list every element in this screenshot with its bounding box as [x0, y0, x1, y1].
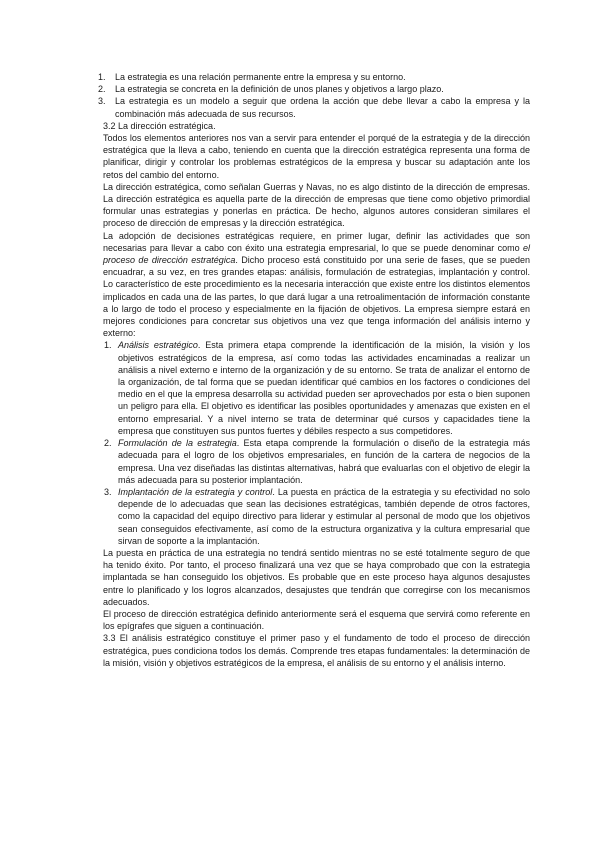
intro-list-wrapper — [98, 71, 530, 120]
paragraph-text: La adopción de decisiones estratégicas requiere, en primer lugar, definir las actividades que son necesarias para llevar a cabo con éxito una estrategia empresarial, lo que se puede denominar como — [103, 230, 530, 253]
emphasis-text: el proceso de dirección estratégica — [103, 242, 530, 266]
intro-list-item — [98, 71, 530, 83]
list-number: 3. — [98, 96, 106, 107]
list-number: 2. — [98, 84, 106, 95]
stage-text: . La puesta en práctica de la estrategia y su efectividad no solo depende de lo adecuadas que sean las decisiones estratégicas, también depende de otros factores, como la capacidad del equipo directivo para liderar y estimular al personal de modo que los objetivos sean conseguidos efectivamente, así como de la estructura organizativa y la cultura empresarial que sirvan de soporte a la implantación. — [118, 486, 530, 546]
list-item-text: La estrategia es un modelo a seguir que ordena la acción que debe llevar a cabo la empresa y la combinación más adecuada de sus recursos. — [115, 96, 530, 119]
stages-list — [104, 339, 530, 546]
stage-title: Implantación de la estrategia y control — [118, 486, 273, 497]
list-number: 1. — [98, 72, 106, 82]
stage-item — [104, 437, 530, 486]
stage-text: . Esta primera etapa comprende la identificación de la misión, la visión y los objetivos estratégicos de la empresa, así como todas las actividades encaminadas a realizar un análisis a nivel externo e interno de la organización y de su entorno. Se trata de analizar el entorno de la organización, de tal forma que se puedan identificar qué cambios en los factores o condiciones del medio en el que la empresa desarrolla su actividad pueden ser aprovechados por esta o bien suponen un peligro para ella. El objetivo es identificar las posibles oportunidades y amenazas que existen en el entorno empresarial. Y a nivel interno se trata de determinar qué cursos y capacidades tiene la empresa que constituyen sus puntos fuertes y débiles respecto a sus competidores. — [118, 340, 530, 436]
list-item-text: La estrategia se concreta en la definición de unos planes y objetivos a largo plazo. — [115, 84, 444, 95]
stage-item — [104, 339, 530, 437]
list-number: 1. — [104, 340, 112, 351]
paragraph — [103, 230, 530, 340]
stage-title: Análisis estratégico — [118, 340, 198, 351]
paragraph: La puesta en práctica de una estrategia no tendrá sentido mientras no se esté totalmente seguro de que ha tenido éxito. Por tanto, el proceso finalizará una vez que se haya comprobado que con la estrategia implantada se han conseguido los objetivos. Es probable que en este proceso haya algunos desajustes entre lo planificado y los logros alcanzados, desajustes que tendrán que corregirse con los mecanismos adecuados. — [103, 547, 530, 607]
list-number: 3. — [104, 486, 112, 497]
section-heading: 3.2 La dirección estratégica. — [103, 120, 216, 131]
intro-list-item — [98, 83, 530, 95]
paragraph-text: . Dicho proceso está constituido por una serie de fases, que se pueden encuadrar, a su vez, en tres grandes etapas: análisis, formulación de estrategias, implantación y control. Lo característico de este procedimiento es la necesaria interacción que existe entre los distintos elementos implicados en cada una de las partes, lo que dará lugar a una retroalimentación de información constante a lo largo de todo el proceso y especialmente en la fijación de objetivos. La empresa siempre estará en mejores condiciones para concretar sus objetivos una vez que tenga información del análisis interno y externo: — [103, 255, 530, 339]
paragraph: 3.3 El análisis estratégico constituye el primer paso y el fundamento de todo el proceso de dirección estratégica, pues condiciona todos los demás. Comprende tres etapas fundamentales: la determinación de la misión, visión y objetivos estratégicos de la empresa, el análisis de su entorno y el análisis interno. — [103, 633, 530, 668]
intro-list-item — [98, 95, 530, 119]
paragraph: La dirección estratégica, como señalan Guerras y Navas, no es algo distinto de la dirección de empresas. La dirección estratégica es aquella parte de la dirección de empresas que tiene como objetivo primordial formular unas estrategias y ponerlas en práctica. De hecho, algunos autores consideran similares el proceso de dirección de empresas y la dirección estratégica. — [103, 181, 530, 229]
list-number: 2. — [104, 438, 112, 449]
list-item-text: La estrategia es una relación permanente entre la empresa y su entorno. — [115, 72, 406, 82]
paragraph: El proceso de dirección estratégica definido anteriormente será el esquema que servirá como referente en los epígrafes que siguen a continuación. — [103, 608, 530, 632]
paragraph: Todos los elementos anteriores nos van a servir para entender el porqué de la estrategia y de la dirección estratégica que la lleva a cabo, teniendo en cuenta que la dirección estratégica representa una forma de planificar, dirigir y controlar los problemas estratégicos de la empresa y buscar su adaptación ante los retos del cambio del entorno. — [103, 133, 530, 180]
intro-list — [98, 71, 530, 120]
stages-list-wrapper — [103, 339, 530, 546]
stage-item — [104, 486, 530, 547]
stage-text: . Esta etapa comprende la formulación o diseño de la estrategia más adecuada para el logro de los objetivos empresariales, en función de la cartera de negocios de la empresa. Una vez diseñadas las distintas alternativas, habrá que evaluarlas con el objetivo de elegir la más adecuada para su posterior implantación. — [118, 438, 530, 485]
document-page — [98, 71, 530, 669]
stage-title: Formulación de la estrategia — [118, 438, 237, 449]
